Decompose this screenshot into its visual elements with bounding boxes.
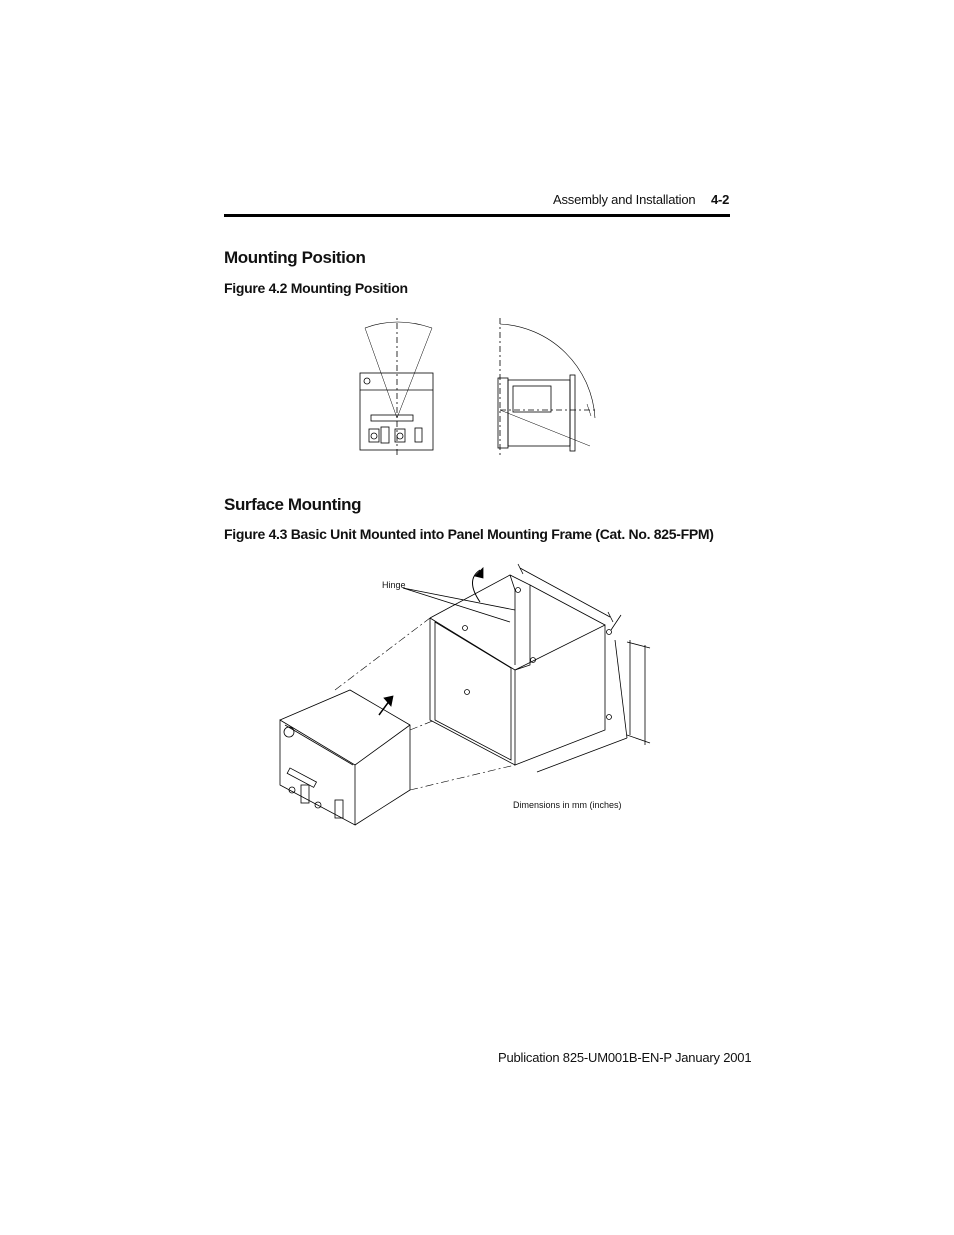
figure-4-3-caption: Figure 4.3 Basic Unit Mounted into Panel Mounting Frame (Cat. No. 825-FPM) (224, 526, 714, 542)
section-heading-mounting-position: Mounting Position (224, 248, 366, 267)
header-rule (224, 214, 730, 217)
running-header-section: Assembly and Installation (553, 192, 696, 207)
footer-publication: Publication 825-UM001B-EN-P January 2001 (498, 1050, 752, 1065)
hinge-label: Hinge (382, 580, 406, 590)
page-number: 4-2 (711, 192, 730, 207)
mounting-position-drawing (355, 318, 605, 458)
figure-4-3-panel-mounting-frame (275, 560, 665, 840)
section-heading-surface-mounting: Surface Mounting (224, 495, 362, 514)
dimensions-note: Dimensions in mm (inches) (513, 800, 622, 810)
panel-mounting-frame-drawing (275, 560, 665, 840)
figure-4-2-caption: Figure 4.2 Mounting Position (224, 280, 408, 296)
figure-4-2-mounting-position (355, 318, 605, 458)
